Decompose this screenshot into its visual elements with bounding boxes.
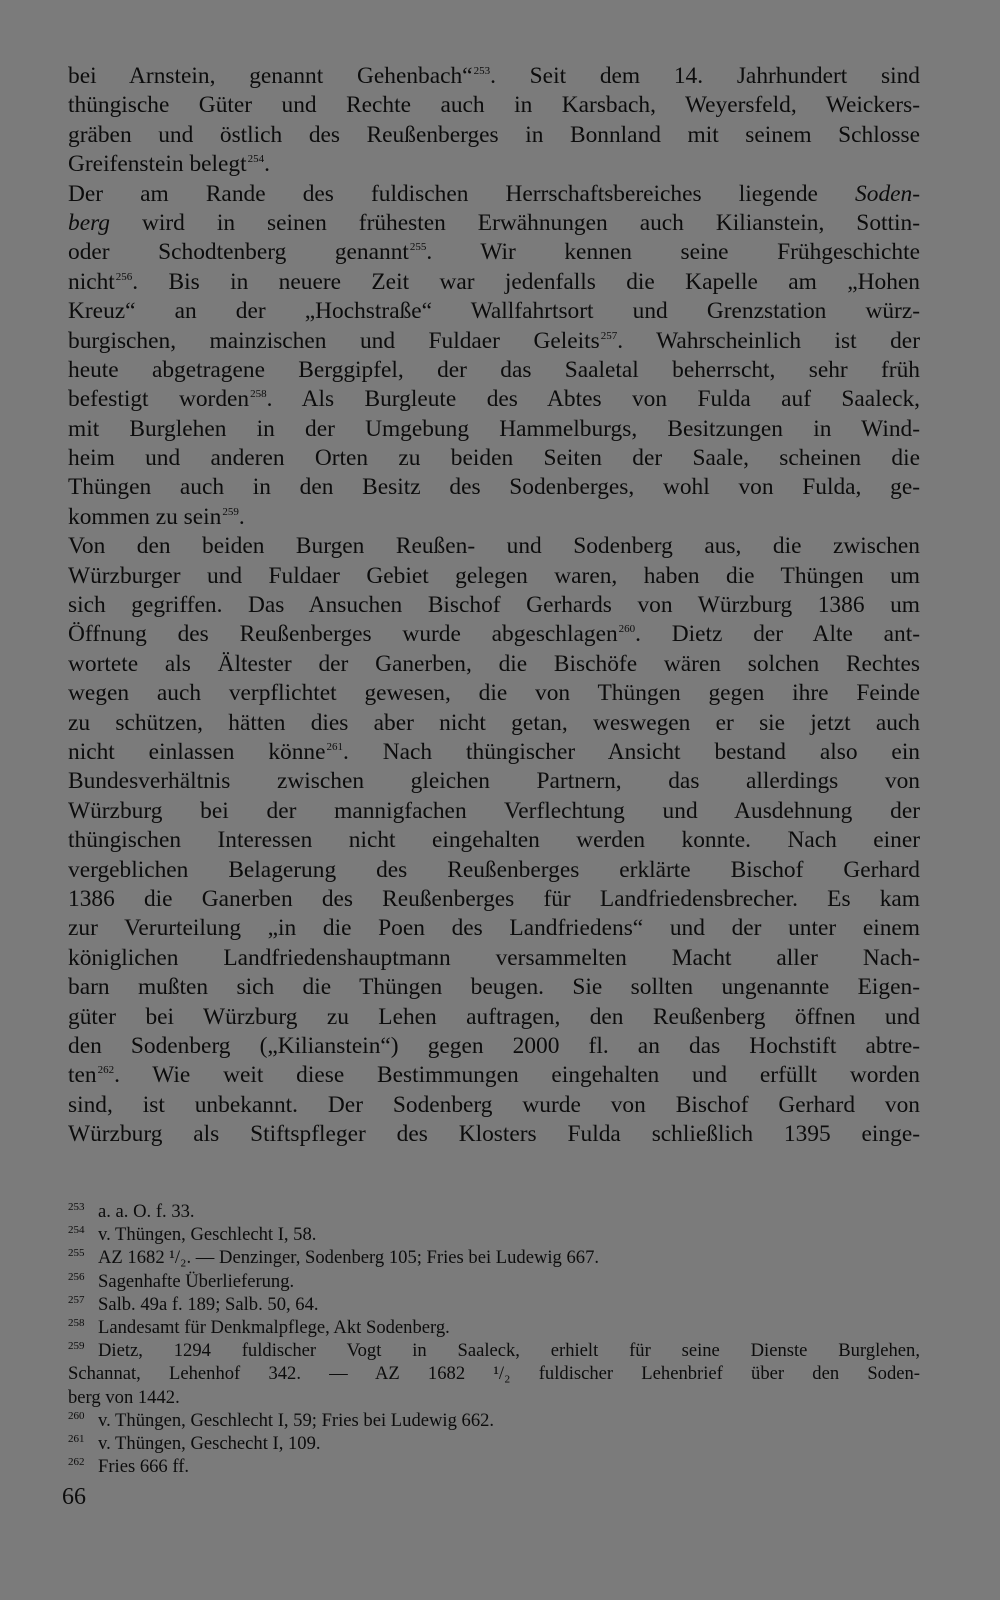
text-segment: nicht einlassen könne [68,738,326,765]
footnote-number: 261 [68,1433,85,1446]
footnote-reference: 254 [247,153,265,166]
text-line [68,620,920,649]
text-segment: mit Burglehen in der Umgebung Hammelburgs, Besitzungen in Wind- [68,415,920,442]
footnote-reference: 261 [326,740,344,753]
footnote-reference: 259 [222,505,239,518]
text-segment: . Wir kennen seine Frühgeschichte [426,239,920,266]
text-segment: . Wahrscheinlich ist der [617,327,920,354]
footnotes [68,1200,920,1478]
footnote-line: Fries 666 ff. [98,1456,190,1478]
footnote [68,1339,920,1409]
footnote [68,1270,920,1293]
footnote-text [98,1246,920,1269]
footnote-reference: 260 [618,623,636,636]
text-segment: Kreuz“ an der „Hochstraße“ Wallfahrtsort und Grenzstation würz- [68,298,920,325]
text-line [68,385,920,414]
text-line [68,1091,920,1120]
text-segment: befestigt worden [68,386,250,413]
text-segment: wird in seinen frühesten Erwähnungen auch Kilianstein, Sottin- [110,209,920,236]
text-segment: königlichen Landfriedenshauptmann versammelten Macht aller Nach- [68,944,920,971]
text-line [68,591,920,620]
footnote-number: 253 [68,1201,85,1213]
footnote-line: AZ 1682 ¹/₂. — Denzinger, Sodenberg 105; Fries bei Ludewig 667. [98,1247,600,1269]
footnote-reference: 257 [600,329,618,342]
text-line [68,62,920,91]
footnote-reference: 253 [473,65,491,77]
text-line [68,973,920,1002]
footnote-line: v. Thüngen, Geschlecht I, 59; Fries bei Ludewig 662. [98,1409,495,1431]
text-line [68,503,920,532]
text-segment: . Wie weit diese Bestimmungen eingehalten und erfüllt worden [114,1062,920,1089]
text-line [68,709,920,738]
text-segment: Würzburg bei der mannigfachen Verflechtung und Ausdehnung der [68,797,920,824]
footnote-line: v. Thüngen, Geschlecht I, 58. [98,1224,317,1246]
text-line [68,1003,920,1032]
footnote-number: 257 [68,1293,85,1306]
footnote-text [98,1432,920,1455]
text-segment: . [238,503,245,530]
text-line [68,914,920,943]
text-segment: wortete als Ältester der Ganerben, die Bischöfe wären solchen Rechtes [68,650,920,677]
text-segment: thüngische Güter und Rechte auch in Karsbach, Weyersfeld, Weickers- [68,92,920,119]
footnote-text [98,1223,920,1246]
text-segment: oder Schodtenberg genannt [68,239,409,266]
text-segment: . Als Burgleute des Abtes von Fulda auf Saaleck, [266,386,920,413]
text-segment: . Bis in neuere Zeit war jedenfalls die Kapelle am „Hohen [132,268,920,295]
footnote [68,1432,920,1455]
text-segment: sich gegriffen. Das Ansuchen Bischof Gerhards von Würzburg 1386 um [68,592,920,619]
footnote-line: v. Thüngen, Geschecht I, 109. [98,1433,321,1455]
text-segment: kommen zu sein [68,503,222,530]
text-line [68,473,920,502]
text-line [68,944,920,973]
text-segment: Würzburger und Fuldaer Gebiet gelegen waren, haben die Thüngen um [68,562,920,589]
footnote-line: Schannat, Lehenhof 342. — AZ 1682 ¹/₂ fuldischer Lehenbrief über den Soden- [68,1363,920,1385]
footnote-line: berg von 1442. [68,1386,180,1408]
text-segment: wegen auch verpflichtet gewesen, die von Thüngen gegen ihre Feinde [68,680,920,707]
text-line [68,327,920,356]
text-line [68,150,920,179]
text-segment: bei Arnstein, genannt Gehenbach“ [68,63,473,89]
text-segment: zur Verurteilung „in die Poen des Landfriedens“ und der unter einem [68,915,920,942]
text-line [68,1120,920,1149]
footnote-reference: 256 [115,270,133,283]
italic-text: Soden- [855,180,920,207]
text-segment: Thüngen auch in den Besitz des Sodenberges, wohl von Fulda, ge- [68,474,920,501]
text-line [68,885,920,914]
footnote-number: 255 [68,1247,85,1260]
text-segment: zu schützen, hätten dies aber nicht getan, weswegen er sie jetzt auch [68,709,920,736]
footnote-line: a. a. O. f. 33. [98,1201,195,1222]
text-line [68,1032,920,1061]
footnote-text [98,1270,920,1293]
text-segment: nicht [68,268,115,295]
footnote-reference: 258 [250,388,267,401]
text-line [68,268,920,297]
text-segment: burgischen, mainzischen und Fuldaer Geleits [68,327,600,354]
text-segment: heim und anderen Orten zu beiden Seiten der Saale, scheinen die [68,445,920,472]
footnote [68,1200,920,1223]
text-line [68,738,920,767]
text-segment: den Sodenberg („Kilianstein“) gegen 2000 fl. an das Hochstift abtre- [68,1032,920,1059]
text-segment: thüngischen Interessen nicht eingehalten werden konnte. Nach einer [68,827,920,854]
text-line [68,562,920,591]
text-line [68,797,920,826]
footnote-line: Landesamt für Denkmalpflege, Akt Sodenberg. [98,1317,450,1339]
text-segment: . Nach thüngischer Ansicht bestand also ein [343,738,921,765]
text-segment: ten [68,1062,97,1089]
text-line [68,444,920,473]
text-segment: sind, ist unbekannt. Der Sodenberg wurde von Bischof Gerhard von [68,1091,920,1118]
footnote [68,1223,920,1246]
footnote-number: 260 [68,1409,85,1422]
text-line [68,767,920,796]
footnote-line: Salb. 49a f. 189; Salb. 50, 64. [98,1293,319,1315]
footnote-text [98,1200,920,1223]
text-segment: barn mußten sich die Thüngen beugen. Sie sollten ungenannte Eigen- [68,974,920,1001]
text-segment: Öffnung des Reußenberges wurde abgeschlagen [68,621,618,648]
text-line [68,356,920,385]
text-segment: gräben und östlich des Reußenberges in Bonnland mit seinem Schlosse [68,121,920,148]
text-line [68,856,920,885]
text-segment: heute abgetragene Berggipfel, der das Saaletal beherrscht, sehr früh [68,356,920,383]
text-line [68,679,920,708]
footnote-number: 259 [68,1340,85,1353]
footnote-number: 256 [68,1270,85,1283]
text-line [68,650,920,679]
footnote-text [98,1409,920,1432]
text-segment: 1386 die Ganerben des Reußenberges für Landfriedensbrecher. Es kam [68,885,920,912]
italic-text: berg [68,209,111,236]
text-segment: . Seit dem 14. Jahrhundert sind [490,63,920,89]
footnote-text [98,1316,920,1339]
text-line [68,297,920,326]
text-segment: . Dietz der Alte ant- [635,621,920,648]
text-segment: . [264,151,270,178]
text-segment: Greifenstein belegt [68,151,247,178]
text-line [68,180,920,209]
footnote-reference: 255 [409,241,427,254]
text-line [68,209,920,238]
footnote [68,1316,920,1339]
footnote [68,1455,920,1478]
footnote-number: 262 [68,1456,85,1469]
text-line [68,1061,920,1090]
text-segment: Der am Rande des fuldischen Herrschaftsbereiches liegende [68,180,856,207]
footnote-number: 258 [68,1317,85,1330]
text-segment: vergeblichen Belagerung des Reußenberges erklärte Bischof Gerhard [68,856,920,883]
text-line [68,415,920,444]
text-segment: Bundesverhältnis zwischen gleichen Partnern, das allerdings von [68,768,920,795]
footnote-line: Sagenhafte Überlieferung. [98,1270,295,1292]
text-line [68,826,920,855]
footnote-text [98,1293,920,1316]
text-segment: Von den beiden Burgen Reußen- und Sodenberg aus, die zwischen [68,533,920,560]
text-segment: Würzburg als Stiftspfleger des Klosters Fulda schließlich 1395 einge- [68,1121,920,1148]
main-text [68,62,920,1149]
text-line [68,91,920,120]
footnote [68,1293,920,1316]
footnote-reference: 262 [97,1064,115,1077]
footnote-line: Dietz, 1294 fuldischer Vogt in Saaleck, erhielt für seine Dienste Burglehen, [98,1340,920,1362]
text-line [68,238,920,267]
text-segment: güter bei Würzburg zu Lehen auftragen, den Reußenberg öffnen und [68,1003,920,1030]
page-number: 66 [62,1484,86,1510]
text-line [68,121,920,150]
footnote-number: 254 [68,1224,85,1237]
footnote-text [98,1455,920,1478]
footnote [68,1409,920,1432]
footnote [68,1246,920,1269]
text-line [68,532,920,561]
